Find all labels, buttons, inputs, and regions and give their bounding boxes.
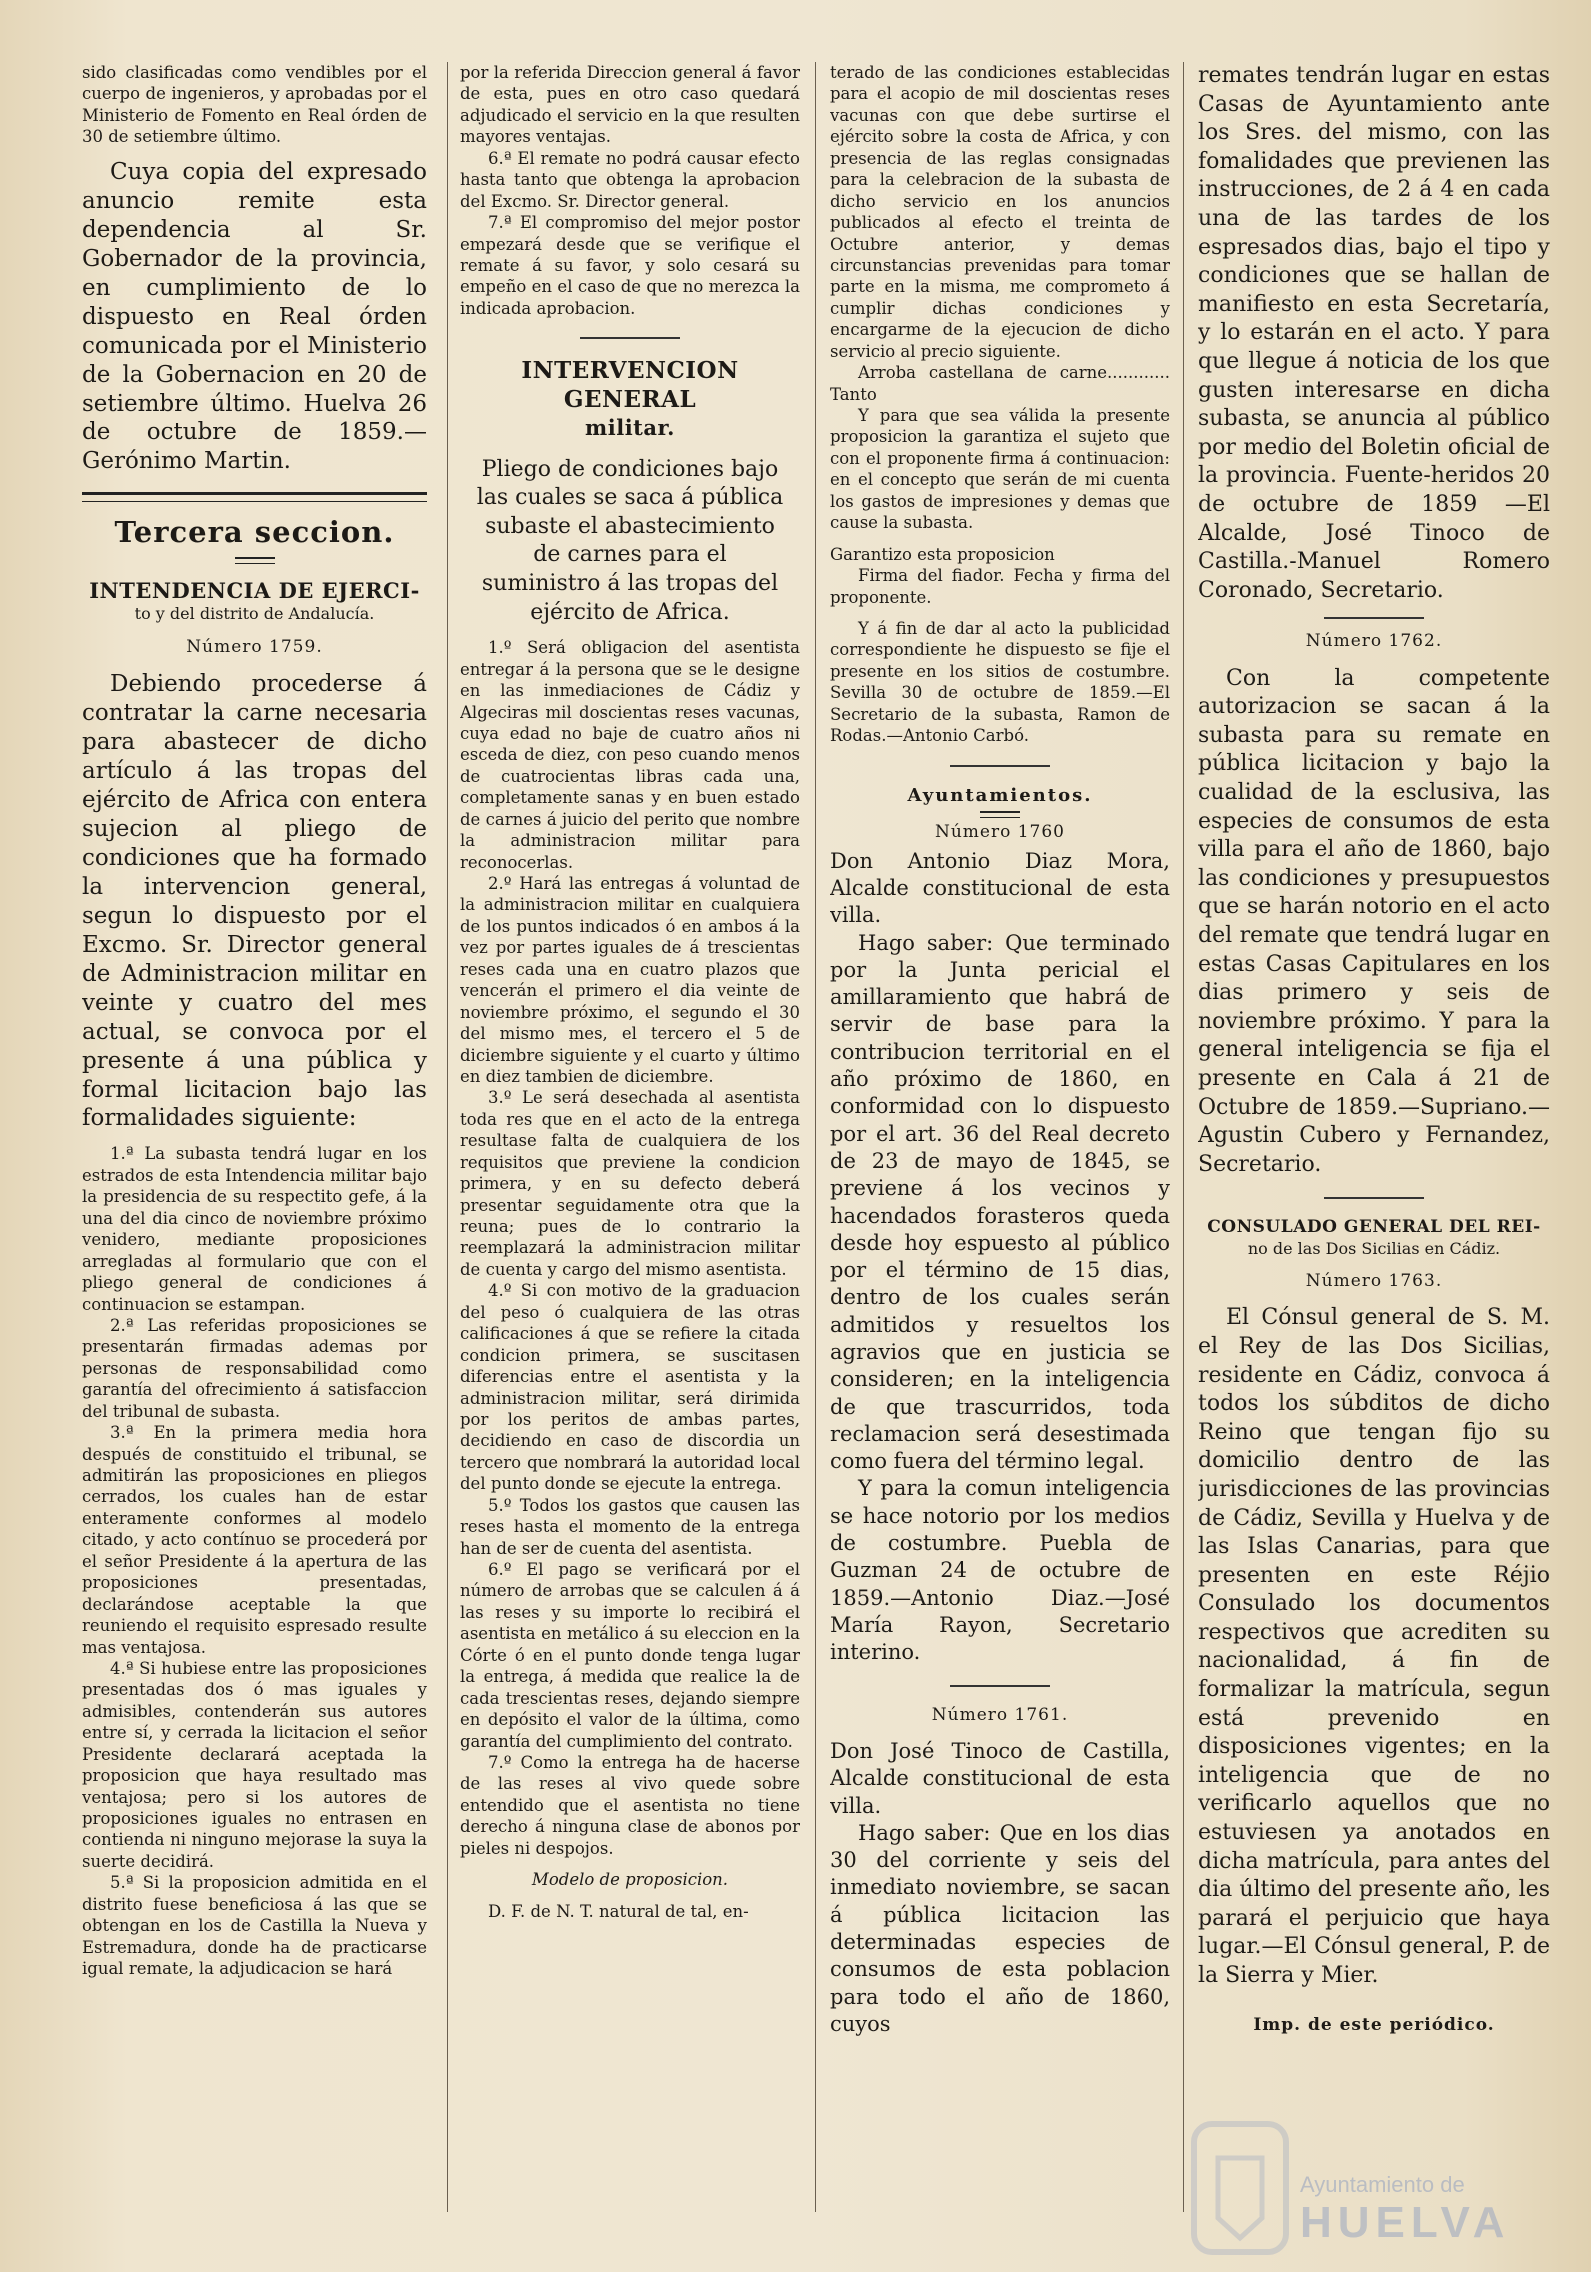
paragraph: Cuya copia del expresado anuncio remite esta dependencia al Sr. Gobernador de la provincia, en cumplimiento de lo dispuesto en Real órden comunicada por el Ministerio de la Gobernacion en 20 de setiembre último. Huelva 26 de octubre de 1859.—Gerónimo Martin. bbox=[82, 158, 427, 475]
paragraph: Y para que sea válida la presente proposicion la garantiza el sujeto que con el proponente firma á continuacion: en el concepto que serán de mi cuenta los gastos de impresiones y demas que cause la subasta. bbox=[830, 406, 1170, 533]
column-3 bbox=[830, 62, 1170, 2038]
paragraph: Hago saber: Que terminado por la Junta pericial el amillaramiento que habrá de servir de base para la contribucion territorial en el año próximo de 1860, en conformidad con lo dispuesto por el art. 36 del Real decreto de 23 de mayo de 1845, se previene á los vecinos y hacendados forasteros queda desde hoy espuesto al público por el término de 15 dias, dentro de los cuales serán admitidos y resueltos los agravios que en justicia se consideren; en la inteligencia de que trascurridos, toda reclamacion será desestimada como fuera del término legal. bbox=[830, 930, 1170, 1474]
section-title: Tercera seccion. bbox=[114, 515, 395, 550]
watermark-line1: Ayuntamiento de bbox=[1300, 2172, 1465, 2197]
rule-item: 5.ª Si la proposicion admitida en el distrito fuese beneficiosa á las que se obtengan en los de Castilla la Nueva y Estremadura, donde ha de practicarse igual remate, la adjudicacion se hará bbox=[82, 1873, 427, 1979]
condition-item: 6.º El pago se verificará por el número de arrobas que se calculen á á las reses y su importe lo recibirá el asentista en metálico á su eleccion en la Córte ó en el punto donde tenga lugar la entrega, á medida que realice la de cada trescientas reses, dejando siempre en depósito el valor de la última, como garantía del cumplimiento del contrato. bbox=[460, 1560, 800, 1751]
paragraph: por la referida Direccion general á favor de esta, pues en otro caso quedará adjudicado el servicio en la que resulten mayores ventajas. bbox=[460, 63, 800, 147]
column-1 bbox=[82, 62, 427, 1980]
notice-heading: CONSULADO GENERAL DEL REI- bbox=[1207, 1217, 1541, 1238]
condition-item: 1.º Será obligacion del asentista entregar á la persona que se le designe en las inmediaciones de Cádiz y Algeciras mil doscientas reses vacunas, cuya edad no baje de cuatro años ni esceda de diez, con peso cuando menos de cuatrocientas libras cada una, completamente sanas y en buen estado de carnes á juicio del perito que nombre la administracion militar para reconocerlas. bbox=[460, 638, 800, 872]
paragraph: terado de las condiciones establecidas para el acopio de mil doscientas reses vacunas con que debe surtirse el ejército sobre la costa de Africa, y con presencia de las reglas consignadas para la celebracion de la subasta de dicho servicio en los anuncios publicados al efecto el treinta de Octubre anterior, y demas circunstancias prevenidas para tomar parte en la misma, me comprometo á cumplir dichas condiciones y encargarme de la ejecucion de dicho servicio al precio siguiente. bbox=[830, 63, 1170, 361]
watermark-line2: HUELVA bbox=[1300, 2198, 1511, 2247]
notice-number: Número 1759. bbox=[186, 636, 323, 657]
paragraph: Don José Tinoco de Castilla, Alcalde constitucional de esta villa. bbox=[830, 1738, 1170, 1818]
column-rule bbox=[1183, 62, 1184, 2212]
pliego-title: Pliego de condiciones bajo las cuales se saca á pública subaste el abastecimiento de carnes para el suministro á las tropas del ejército de Africa. bbox=[476, 456, 784, 625]
divider bbox=[950, 765, 1050, 767]
rule-item: 6.ª El remate no podrá causar efecto hasta tanto que obtenga la aprobacion del Excmo. Sr. Director general. bbox=[460, 148, 800, 211]
notice-number: Número 1760 bbox=[934, 822, 1066, 843]
rule-item: 1.ª La subasta tendrá lugar en los estrados de esta Intendencia militar bajo la presidencia de su respectito gefe, á la una del dia cinco de noviembre próximo venidero, mediante proposiciones arregladas al formulario que con el pliego general de condiciones á continuacion se estampan. bbox=[82, 1144, 427, 1314]
notice-number: Número 1761. bbox=[931, 1704, 1069, 1725]
condition-item: 4.º Si con motivo de la graduacion del peso ó cualquiera de las otras calificaciones á que se refiere la citada condicion primera, se suscitasen diferencias entre el asentista y la administracion militar, será dirimida por los peritos de ambas partes, decidiendo en caso de discordia un tercero que nombrará la autoridad local del punto donde se ejecute la entrega. bbox=[460, 1281, 800, 1494]
notice-subheading: no de las Dos Sicilias en Cádiz. bbox=[1247, 1238, 1501, 1258]
paragraph: D. F. de N. T. natural de tal, en- bbox=[488, 1901, 749, 1921]
section-divider bbox=[82, 492, 427, 502]
condition-item: 7.º Como la entrega ha de hacerse de las reses al vivo quede sobre entendido que el asentista no tiene derecho á ninguna clase de abonos por pieles ni despojos. bbox=[460, 1752, 800, 1858]
paragraph: Con la competente autorizacion se sacan á la subasta para su remate en pública licitacion y bajo la cualidad de la esclusiva, las especies de consumos de esta villa para el año de 1860, bajo las condiciones y presupuestos que se harán notorio en el acto del remate que tendrá lugar en estas Casas Capitulares en los dias primero y seis de noviembre próximo. Y para la general inteligencia se fija el presente en Cala á 21 de Octubre de 1859.—Supriano.—Agustin Cubero y Fernandez, Secretario. bbox=[1198, 665, 1550, 1177]
rule-item: 4.ª Si hubiese entre las proposiciones presentadas dos ó mas iguales y admisibles, contenderán sus autores entre sí, y cerrada la licitacion el señor Presidente declarará aceptada la proposicion que haya resultado mas ventajosa; pero si los autores de proposiciones iguales no entrasen en contienda ni ninguno mejorase la suya la suerte decidirá. bbox=[82, 1658, 427, 1871]
rule-item: 7.ª El compromiso del mejor postor empezará desde que se verifique el remate á su favor, y solo cesará su empeño en el caso de que no merezca la indicada aprobacion. bbox=[460, 213, 800, 318]
condition-item: 3.º Le será desechada al asentista toda res que en el acto de la entrega resultase falta de cualquiera de los requisitos que previene la condicion primera, y en su defecto deberá presentar seguidamente otra que la reuna; pues de lo contrario la reemplazará la administracion militar de cuenta y cargo del mismo asentista. bbox=[460, 1088, 800, 1279]
printer-imprint: Imp. de este periódico. bbox=[1253, 2014, 1495, 2035]
divider bbox=[980, 811, 1020, 818]
condition-item: 5.º Todos los gastos que causen las reses hasta el momento de la entrega han de ser de cuenta del asentista. bbox=[460, 1495, 800, 1558]
paragraph: Hago saber: Que en los dias 30 del corriente y seis del inmediato noviembre, se sacan á pública licitacion las determinadas especies de consumos de esta poblacion para todo el año de 1860, cuyos bbox=[830, 1820, 1170, 2036]
notice-heading: INTERVENCION GENERAL bbox=[521, 357, 739, 414]
rule-item: 3.ª En la primera media hora después de constituido el tribunal, se admitirán las proposiciones en pliegos cerrados, los cuales han de estar enteramente conformes al modelo citado, y acto contínuo se procederá por el señor Presidente á la apertura de las proposiciones presentadas, declarándose aceptable la que reuniendo el requisito espresado resulte mas ventajosa. bbox=[82, 1423, 427, 1657]
paragraph: Y para la comun inteligencia se hace notorio por los medios de costumbre. Puebla de Guzman 24 de octubre de 1859.—Antonio Diaz.—José María Rayon, Secretario interino. bbox=[830, 1476, 1170, 1665]
column-2 bbox=[460, 62, 800, 1922]
divider bbox=[580, 337, 680, 339]
notice-subheading: militar. bbox=[585, 415, 675, 441]
section-heading: Ayuntamientos. bbox=[907, 784, 1093, 806]
price-line: Arroba castellana de carne............ Tanto bbox=[830, 363, 1170, 404]
notice-heading: INTENDENCIA DE EJERCI- bbox=[89, 577, 420, 603]
column-4 bbox=[1198, 62, 1550, 2036]
paragraph: sido clasificadas como vendibles por el cuerpo de ingenieros, y aprobadas por el Ministerio de Fomento en Real órden de 30 de setiembre último. bbox=[82, 63, 427, 147]
column-rule bbox=[447, 62, 448, 2212]
notice-number: Número 1762. bbox=[1305, 631, 1443, 652]
condition-item: 2.º Hará las entregas á voluntad de la administracion militar en cualquiera de los puntos indicados ó en ambos á la vez por partes iguales de á trescientas reses cada una en cuatro plazos que vencerán el primero el dia veinte de noviembre próximo, el segundo el 30 del mismo mes, el tercero el 5 de diciembre siguiente y el cuarto y último en diez tambien de diciembre. bbox=[460, 874, 800, 1086]
divider bbox=[1324, 1197, 1424, 1199]
paragraph: El Cónsul general de S. M. el Rey de las Dos Sicilias, residente en Cádiz, convoca á todos los súbditos de dicho Reino que tengan fijo su domicilio dentro de las jurisdicciones de las provincias de Cádiz, Sevilla y Huelva y de las Islas Canarias, para que presenten en este Réjio Consulado los documentos respectivos que acrediten su nacionalidad, á fin de formalizar la matrícula, segun está prevenido en disposiciones vigentes; en la inteligencia que de no verificarlo aquellos que no estuviesen ya anotados en dicha matrícula, para antes del dia último del presente año, les parará el perjuicio que haya lugar.—El Cónsul general, P. de la Sierra y Mier. bbox=[1198, 1305, 1550, 1988]
paragraph: Don Antonio Diaz Mora, Alcalde constitucional de esta villa. bbox=[830, 848, 1170, 928]
divider bbox=[235, 557, 275, 564]
notice-number: Número 1763. bbox=[1305, 1270, 1443, 1291]
notice-subheading: to y del distrito de Andalucía. bbox=[134, 604, 375, 624]
modelo-heading: Modelo de proposicion. bbox=[531, 1870, 729, 1890]
garantia-line: Garantizo esta proposicion bbox=[830, 544, 1055, 564]
paragraph: Debiendo procederse á contratar la carne necesaria para abastecer de dicho artículo á las tropas del ejército de Africa con entera sujecion al pliego de condiciones que ha formado la intervencion general, segun lo dispuesto por el Excmo. Sr. Director general de Administracion militar en veinte y cuatro del mes actual, se convoca por el presente á una pública y formal licitacion bajo las formalidades siguiente: bbox=[82, 670, 427, 1132]
paragraph: remates tendrán lugar en estas Casas de Ayuntamiento ante los Sres. del mismo, con las fomalidades que previenen las instrucciones, de 2 á 4 en cada una de las tardes de los espresados dias, bajo el tipo y condiciones que se hallan de manifiesto en esta Secretaría, y lo estarán en el acto. Y para que llegue á noticia de los que gusten interesarse en dicha subasta, se anuncia al público por medio del Boletin oficial de la provincia. Fuente-heridos 20 de octubre de 1859 —El Alcalde, José Tinoco de Castilla.-Manuel Romero Coronado, Secretario. bbox=[1198, 63, 1550, 603]
paragraph: Y á fin de dar al acto la publicidad correspondiente he dispuesto se fije el presente en los sitios de costumbre. Sevilla 30 de octubre de 1859.—El Secretario de la subasta, Ramon de Rodas.—Antonio Carbó. bbox=[830, 618, 1170, 746]
divider bbox=[950, 1685, 1050, 1687]
column-rule bbox=[815, 62, 816, 2212]
rule-item: 2.ª Las referidas proposiciones se presentarán firmadas ademas por personas de responsabilidad como garantía del ofrecimiento á satisfaccion del tribunal de subasta. bbox=[82, 1315, 427, 1421]
divider bbox=[1324, 617, 1424, 619]
signature-line: Firma del fiador. Fecha y firma del proponente. bbox=[830, 566, 1170, 607]
